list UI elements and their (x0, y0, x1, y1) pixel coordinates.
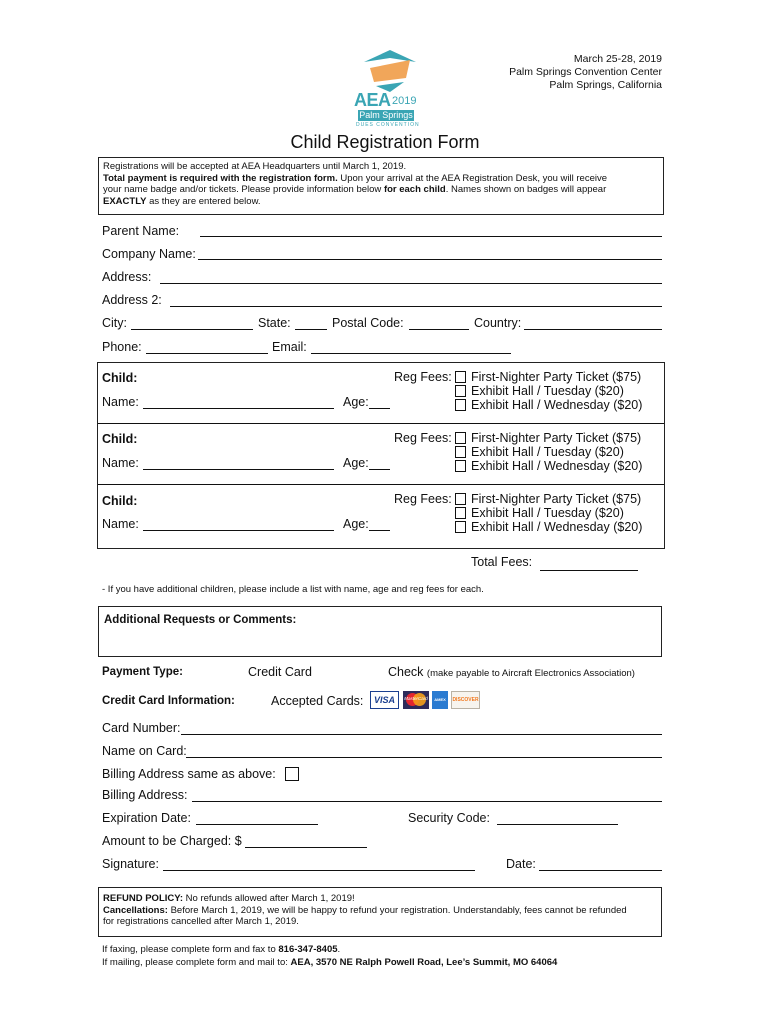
company-name-field[interactable] (198, 259, 662, 260)
country-field[interactable] (524, 329, 662, 330)
fee-exhibit-wednesday-checkbox[interactable] (455, 460, 466, 472)
fee-first-nighter-checkbox[interactable] (455, 493, 466, 505)
fax-text: If faxing, please complete form and fax to (102, 944, 279, 955)
intro-line3a: your name badge and/or tickets. Please provide information below (103, 184, 384, 195)
intro-each-child: for each child (383, 184, 446, 195)
billing-same-label: Billing Address same as above: (102, 767, 276, 781)
parent-name-field[interactable] (200, 236, 662, 237)
reg-fees-label: Reg Fees: (394, 431, 452, 445)
company-name-label: Company Name: (102, 247, 196, 261)
parent-name-label: Parent Name: (102, 224, 180, 238)
mail-text: If mailing, please complete form and mail to: (102, 957, 291, 968)
fee-exhibit-wednesday-label: Exhibit Hall / Wednesday ($20) (471, 459, 643, 473)
child-heading: Child: (102, 494, 138, 508)
address2-label: Address 2: (102, 293, 162, 307)
child-age-field[interactable] (369, 408, 390, 409)
fax-end: . (337, 944, 341, 955)
total-fees-label: Total Fees: (471, 555, 533, 569)
city-field[interactable] (131, 329, 253, 330)
logo-city-banner: Palm Springs (359, 110, 413, 120)
intro-box (98, 157, 664, 215)
check-payable-note: (make payable to Aircraft Electronics Association) (426, 668, 635, 679)
refund-policy-heading: REFUND POLICY: (103, 893, 184, 904)
fee-exhibit-tuesday-checkbox[interactable] (455, 446, 466, 458)
signature-label: Signature: (102, 857, 159, 871)
intro-line2: Upon your arrival at the AEA Registration Desk, you will receive (337, 172, 608, 184)
visa-card-icon: VISA (370, 691, 399, 709)
billing-same-checkbox[interactable] (285, 767, 299, 781)
cc-info-label: Credit Card Information: (102, 695, 235, 707)
event-venue: Palm Springs Convention Center (509, 66, 662, 78)
payment-type-label: Payment Type: (102, 666, 183, 678)
amount-field[interactable] (245, 847, 367, 848)
security-code-field[interactable] (497, 824, 618, 825)
email-field[interactable] (311, 353, 511, 354)
child-divider (98, 423, 664, 424)
refund-policy-box (98, 887, 662, 937)
cancellations-text-line2: for registrations cancelled after March 1, 2019. (103, 916, 299, 927)
additional-children-note: - If you have additional children, please include a list with name, age and reg fees for each. (102, 584, 484, 595)
intro-line4: as they are entered below. (146, 195, 261, 207)
fax-instructions (102, 944, 340, 956)
mastercard-icon: MasterCard (403, 691, 429, 709)
accepted-cards-label: Accepted Cards: (271, 694, 364, 708)
amex-card-icon: AMEX (432, 691, 448, 709)
address-field[interactable] (160, 283, 662, 284)
child-name-label: Name: (102, 517, 139, 531)
postal-code-label: Postal Code: (332, 316, 404, 330)
child-heading: Child: (102, 371, 138, 385)
email-label: Email: (272, 340, 307, 354)
date-field[interactable] (539, 870, 662, 871)
fee-first-nighter-label: First-Nighter Party Ticket ($75) (471, 492, 642, 506)
logo-graphic (350, 46, 430, 94)
fee-exhibit-tuesday-checkbox[interactable] (455, 385, 466, 397)
logo-sub-text: DUES CONVENTION (356, 122, 420, 128)
fee-exhibit-tuesday-label: Exhibit Hall / Tuesday ($20) (471, 506, 624, 520)
expiration-date-field[interactable] (196, 824, 318, 825)
security-code-label: Security Code: (408, 811, 490, 825)
page-title: Child Registration Form (290, 132, 480, 152)
discover-card-icon: DISCOVER (451, 691, 480, 709)
signature-field[interactable] (163, 870, 475, 871)
child-heading: Child: (102, 432, 138, 446)
fee-exhibit-wednesday-checkbox[interactable] (455, 399, 466, 411)
cancellations-heading: Cancellations: (103, 904, 168, 916)
name-on-card-field[interactable] (186, 757, 662, 758)
phone-field[interactable] (146, 353, 268, 354)
reg-fees-label: Reg Fees: (394, 370, 452, 384)
address2-field[interactable] (170, 306, 662, 307)
cancellations-text: Before March 1, 2019, we will be happy to refund your registration. Understandably, fees cannot be refunded (167, 904, 627, 916)
comments-label: Additional Requests or Comments: (104, 614, 297, 626)
mail-instructions (102, 957, 557, 969)
check-option-label: Check (388, 665, 424, 679)
total-fees-field[interactable] (540, 570, 638, 571)
child-name-field[interactable] (143, 408, 334, 409)
fee-first-nighter-label: First-Nighter Party Ticket ($75) (471, 431, 642, 445)
amount-label: Amount to be Charged: $ (102, 834, 242, 848)
child-age-label: Age: (343, 395, 369, 409)
card-number-label: Card Number: (102, 721, 181, 735)
country-label: Country: (474, 316, 522, 330)
child-age-label: Age: (343, 456, 369, 470)
comments-box[interactable] (98, 606, 662, 657)
city-label: City: (102, 316, 127, 330)
check-option[interactable] (388, 665, 635, 679)
date-label: Date: (506, 857, 536, 871)
child-age-label: Age: (343, 517, 369, 531)
fee-exhibit-tuesday-label: Exhibit Hall / Tuesday ($20) (471, 445, 624, 459)
fax-number: 816-347-8405 (278, 944, 338, 955)
billing-address-field[interactable] (192, 801, 662, 802)
child-divider (98, 484, 664, 485)
expiration-date-label: Expiration Date: (102, 811, 191, 825)
credit-card-option[interactable]: Credit Card (248, 665, 312, 679)
fee-exhibit-wednesday-checkbox[interactable] (455, 521, 466, 533)
reg-fees-label: Reg Fees: (394, 492, 452, 506)
fee-exhibit-wednesday-label: Exhibit Hall / Wednesday ($20) (471, 520, 643, 534)
logo-aea-text: AEA (354, 90, 391, 110)
fee-first-nighter-checkbox[interactable] (455, 432, 466, 444)
refund-policy-text: No refunds allowed after March 1, 2019! (183, 893, 355, 904)
event-city: Palm Springs, California (549, 79, 662, 91)
child-name-field[interactable] (143, 469, 334, 470)
child-name-field[interactable] (143, 530, 334, 531)
aea-logo (350, 46, 430, 130)
state-label: State: (258, 316, 291, 330)
address-label: Address: (102, 270, 152, 284)
child-name-label: Name: (102, 456, 139, 470)
child-age-field[interactable] (369, 530, 390, 531)
child-name-label: Name: (102, 395, 139, 409)
child-age-field[interactable] (369, 469, 390, 470)
card-number-field[interactable] (181, 734, 662, 735)
logo-year-text: 2019 (392, 95, 417, 107)
name-on-card-label: Name on Card: (102, 744, 187, 758)
event-dates: March 25-28, 2019 (573, 53, 662, 65)
mail-address: AEA, 3570 NE Ralph Powell Road, Lee’s Summit, MO 64064 (290, 957, 558, 968)
fee-first-nighter-checkbox[interactable] (455, 371, 466, 383)
fee-exhibit-tuesday-checkbox[interactable] (455, 507, 466, 519)
intro-exactly: EXACTLY (103, 195, 147, 207)
intro-line3b: . Names shown on badges will appear (445, 184, 607, 195)
state-field[interactable] (295, 329, 327, 330)
fee-exhibit-tuesday-label: Exhibit Hall / Tuesday ($20) (471, 384, 624, 398)
fee-exhibit-wednesday-label: Exhibit Hall / Wednesday ($20) (471, 398, 643, 412)
event-info (509, 53, 662, 92)
postal-code-field[interactable] (409, 329, 469, 330)
billing-address-label: Billing Address: (102, 788, 188, 802)
phone-label: Phone: (102, 340, 142, 354)
fee-first-nighter-label: First-Nighter Party Ticket ($75) (471, 370, 642, 384)
intro-payment-required: Total payment is required with the registration form. (103, 172, 338, 184)
intro-line1: Registrations will be accepted at AEA Headquarters until March 1, 2019. (103, 161, 407, 172)
